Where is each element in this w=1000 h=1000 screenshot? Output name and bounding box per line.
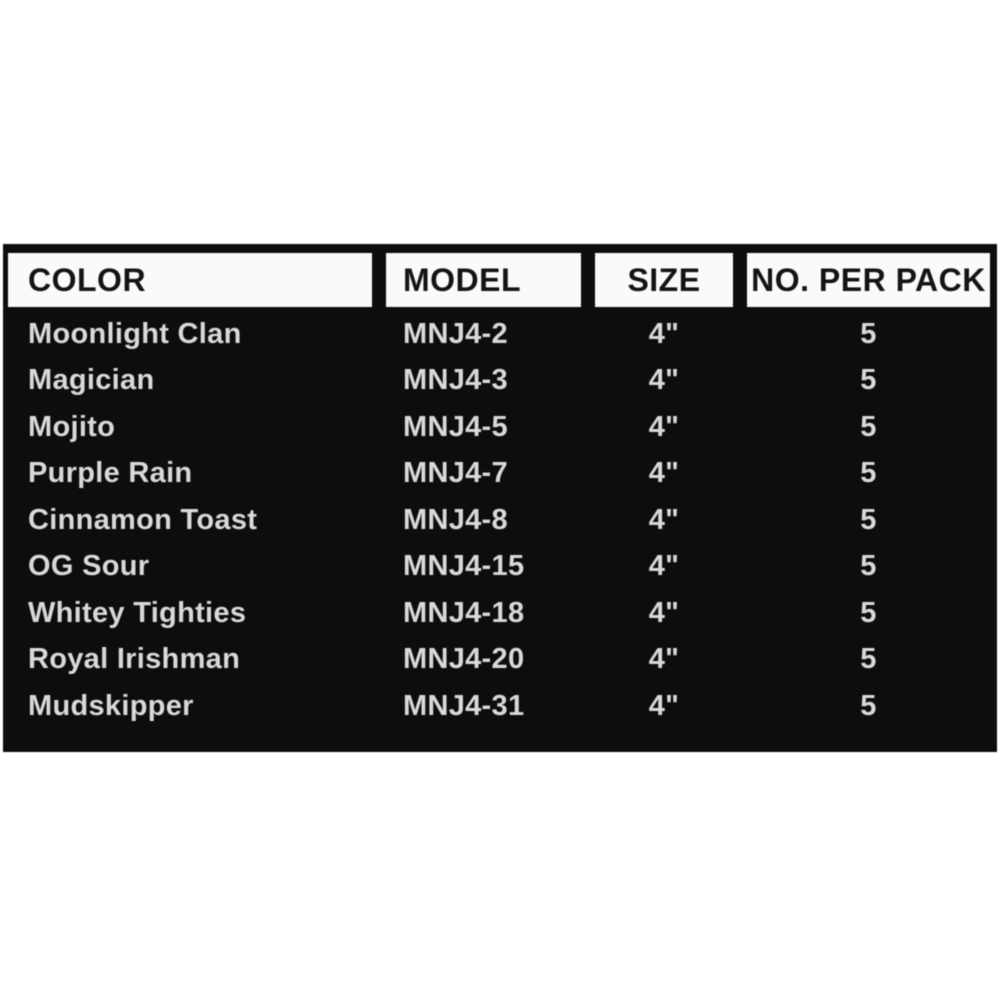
cell-color: OG Sour: [28, 550, 150, 583]
cell-size: 4": [648, 596, 680, 629]
cell-no-per-pack: 5: [860, 689, 877, 722]
cell-no-per-pack: 5: [860, 317, 877, 350]
cell-color: Moonlight Clan: [28, 317, 242, 350]
cell-no-per-pack: 5: [860, 410, 877, 443]
cell-model: MNJ4-5: [403, 410, 508, 443]
cell-size: 4": [648, 503, 680, 536]
cell-no-per-pack: 5: [860, 596, 877, 629]
cell-model: MNJ4-18: [403, 596, 525, 629]
header-cell-color: COLOR: [8, 253, 372, 307]
cell-size: 4": [648, 457, 680, 490]
cell-size: 4": [648, 364, 680, 397]
cell-color: Magician: [28, 364, 155, 397]
table-row: [3, 358, 997, 405]
cell-color: Royal Irishman: [28, 643, 241, 676]
cell-model: MNJ4-7: [403, 457, 508, 490]
cell-size: 4": [648, 410, 680, 443]
cell-no-per-pack: 5: [860, 643, 877, 676]
table-row: [3, 311, 997, 358]
cell-size: 4": [648, 550, 680, 583]
cell-size: 4": [648, 317, 680, 350]
cell-model: MNJ4-3: [403, 364, 508, 397]
table-row: [3, 497, 997, 544]
header-cell-size: SIZE: [595, 253, 733, 307]
table-body: [3, 311, 997, 730]
cell-no-per-pack: 5: [860, 550, 877, 583]
cell-no-per-pack: 5: [860, 364, 877, 397]
table-row: [3, 683, 997, 730]
table-row: [3, 404, 997, 451]
table-row: [3, 637, 997, 684]
cell-color: Whitey Tighties: [28, 596, 247, 629]
cell-color: Mudskipper: [28, 689, 194, 722]
cell-no-per-pack: 5: [860, 503, 877, 536]
cell-model: MNJ4-2: [403, 317, 508, 350]
table-row: [3, 451, 997, 498]
header-cell-model: MODEL: [386, 253, 581, 307]
cell-size: 4": [648, 689, 680, 722]
cell-color: Mojito: [28, 410, 116, 443]
cell-model: MNJ4-15: [403, 550, 525, 583]
cell-model: MNJ4-8: [403, 503, 508, 536]
header-cell-no-per-pack: NO. PER PACK: [747, 253, 990, 307]
table-row: [3, 590, 997, 637]
cell-model: MNJ4-31: [403, 689, 525, 722]
cell-color: Cinnamon Toast: [28, 503, 258, 536]
cell-color: Purple Rain: [28, 457, 193, 490]
table-row: [3, 544, 997, 591]
table-header-row: [3, 244, 997, 307]
cell-model: MNJ4-20: [403, 643, 525, 676]
cell-no-per-pack: 5: [860, 457, 877, 490]
product-spec-table: [3, 244, 997, 752]
cell-size: 4": [648, 643, 680, 676]
